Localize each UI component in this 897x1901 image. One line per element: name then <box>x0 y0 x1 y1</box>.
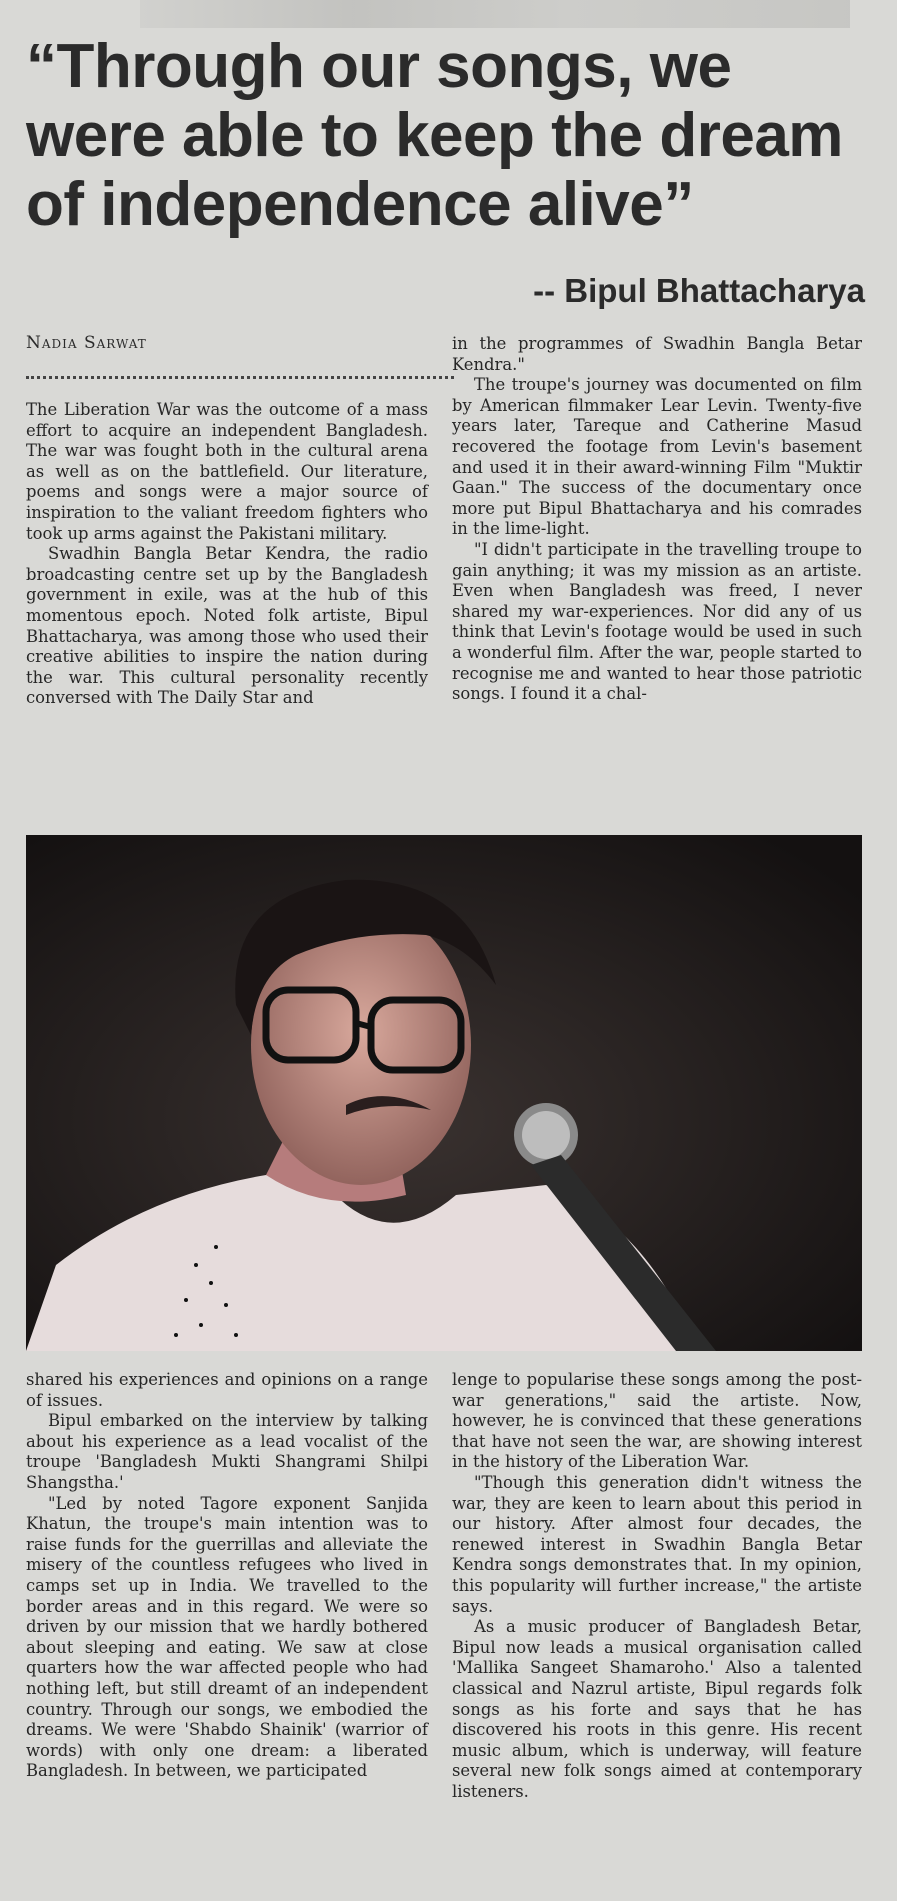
paragraph: shared his experiences and opinions on a range of issues. <box>26 1370 428 1410</box>
dotted-divider <box>26 376 454 379</box>
article-column-top-left <box>26 400 428 709</box>
article-column-bottom-right <box>452 1370 862 1802</box>
paragraph: "I didn't participate in the travelling troupe to gain anything; it was my mission as an artiste. Even when Bangladesh was freed, I never shared my war-experiences. Nor did any of us think that Levin's footage would be used in such a wonderful film. After the war, people started to recognise me and wanted to hear those patriotic songs. I found it a chal- <box>452 539 862 704</box>
singer-portrait <box>26 835 862 1351</box>
paragraph: "Though this generation didn't witness the war, they are keen to learn about this period in our history. After almost four decades, the renewed interest in Swadhin Bangla Betar Kendra songs demonstrates that. In my opinion, this popularity will further increase," the artiste says. <box>452 1472 862 1616</box>
paragraph: The troupe's journey was documented on film by American filmmaker Lear Levin. Twenty-five years later, Tareque and Catherine Masud recovered the footage from Levin's basement and used it in their award-winning Film "Muktir Gaan." The success of the documentary once more put Bipul Bhattacharya and his comrades in the lime-light. <box>452 375 862 539</box>
paragraph: As a music producer of Bangladesh Betar, Bipul now leads a musical organisation called 'Mallika Sangeet Shamaroho.' Also a talented classical and Nazrul artiste, Bipul regards folk songs as his forte and says that he has discovered his roots in this genre. His recent music album, which is underway, will feature several new folk songs aimed at contemporary listeners. <box>452 1617 862 1801</box>
byline: Nadia Sarwat <box>26 333 147 353</box>
paragraph: Bipul embarked on the interview by talking about his experience as a lead vocalist of the troupe 'Bangladesh Mukti Shangrami Shilpi Shangstha.' <box>26 1411 428 1492</box>
attribution: -- Bipul Bhattacharya <box>533 272 865 309</box>
paragraph: lenge to popularise these songs among the post-war generations," said the artiste. Now, however, he is convinced that these generations that have not seen the war, are showing interest in the history of the Liberation War. <box>452 1370 862 1472</box>
previous-page-strip <box>140 0 850 28</box>
article-column-bottom-left <box>26 1370 428 1782</box>
paragraph: "Led by noted Tagore exponent Sanjida Khatun, the troupe's main intention was to raise funds for the guerrillas and alleviate the misery of the countless refugees who lived in camps set up in India. We travelled to the border areas and in this regard. We were so driven by our mission that we hardly bothered about sleeping and eating. We saw at close quarters how the war affected people who had nothing left, but still dreamt of an independent country. Through our songs, we embodied the dreams. We were 'Shabdo Shainik' (warrior of words) with only one dream: a liberated Bangladesh. In between, we participated <box>26 1493 428 1781</box>
paragraph: Swadhin Bangla Betar Kendra, the radio broadcasting centre set up by the Bangladesh government in exile, was at the hub of this momentous epoch. Noted folk artiste, Bipul Bhattacharya, was among those who used their creative abilities to inspire the nation during the war. This cultural personality recently conversed with The Daily Star and <box>26 544 428 708</box>
headline: “Through our songs, we were able to keep the dream of independence alive” <box>26 32 843 239</box>
artist-photo <box>26 835 862 1351</box>
paragraph: in the programmes of Swadhin Bangla Betar Kendra." <box>452 334 862 374</box>
paragraph: The Liberation War was the outcome of a mass effort to acquire an independent Bangladesh. The war was fought both in the cultural arena as well as on the battlefield. Our literature, poems and songs were a major source of inspiration to the valiant freedom fighters who took up arms against the Pakistani military. <box>26 400 428 543</box>
article-column-top-right <box>452 334 862 705</box>
